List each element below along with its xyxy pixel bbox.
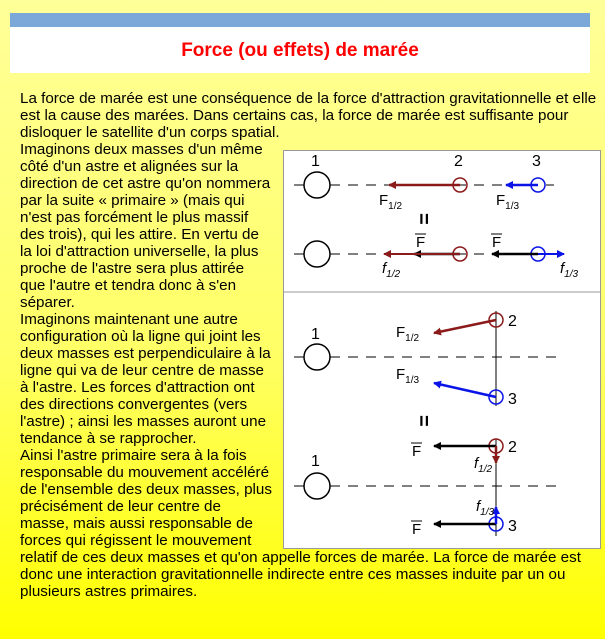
- label-mass-3-decomposed: 3: [508, 518, 517, 535]
- label-mass-2-bottom: 2: [508, 313, 517, 330]
- perpendicular-masses-paragraph: Imaginons maintenant une autre configuration où la ligne qui joint les deux masses est perpendiculaire à la ligne qui va de leur centre de masse à l'astre. Les forces d'attraction ont des directions convergentes (vers l'astre) ; ainsi les masses auront une tendance à se rapprocher.: [20, 311, 271, 447]
- label-f13: $f_{1/3}$: [560, 260, 579, 280]
- force-arrow-F13-convergent: [434, 383, 496, 397]
- label-mass-3-bottom: 3: [508, 391, 517, 408]
- label-mass-2: 2: [454, 153, 463, 170]
- top-accent-bar: [10, 13, 590, 27]
- conclusion-paragraph: Ainsi l'astre primaire sera à la fois responsable du mouvement accéléré de l'ensemble des deux masses, plus précisément de leur centre de masse, mais aussi responsable de forces qui régissent le mouvement relatif de ces deux masses et qu'on appelle forces de marée. La force de marée est donc une interaction gravitationnelle indirecte entre ces masses induite par un ou plusieurs astres primaires.: [20, 447, 581, 600]
- label-F-mean-5: F: [412, 521, 422, 538]
- label-body-1-bottom: 1: [311, 326, 320, 343]
- aligned-masses-paragraph: Imaginons deux masses d'un même côté d'un astre et alignées sur la direction de cet astre qu'on nommera par la suite « primaire » (mais qui n'est pas forcément le plus massif des trois), qui les attire. En vertu de la loi d'attraction universelle, la plus proche de l'astre sera plus attirée que l'autre et tendra donc à s'en séparer.: [20, 141, 271, 311]
- primary-body-circle-3: [304, 344, 330, 370]
- label-F-mean-3: F: [492, 234, 502, 251]
- label-F12: $F_{1/2}$: [379, 192, 403, 212]
- equals-sign-top: =: [412, 213, 434, 225]
- perpendicular-case-panel: [294, 311, 559, 538]
- primary-body-circle-4: [304, 473, 330, 499]
- label-F13-bottom: $F_{1/3}$: [396, 366, 420, 386]
- label-f12: $f_{1/2}$: [382, 260, 401, 280]
- primary-body-circle-2: [304, 241, 330, 267]
- tidal-diagram-svg: [284, 151, 600, 548]
- label-body-1-decomposed: 1: [311, 453, 320, 470]
- title-banner: [10, 27, 590, 73]
- label-body-1: 1: [311, 153, 320, 170]
- aligned-case-panel: [294, 153, 579, 280]
- label-F-mean-4: F: [412, 443, 422, 460]
- page-title: Force (ou effets) de marée: [181, 40, 419, 61]
- label-F-mean-2: F: [416, 234, 426, 251]
- label-f13-bottom: $f_{1/3}$: [476, 498, 495, 518]
- primary-body-circle: [304, 172, 330, 198]
- tidal-force-diagram: [283, 150, 601, 549]
- equals-sign-bottom: =: [412, 415, 434, 427]
- label-F13: $F_{1/3}$: [496, 192, 520, 212]
- label-F12-bottom: $F_{1/2}$: [396, 324, 420, 344]
- intro-paragraph: La force de marée est une conséquence de la force d'attraction gravitationnelle et elle est la cause des marées. Dans certains cas, la force de marée est suffisante pour disloquer le satellite d'un corps spatial.: [20, 90, 597, 141]
- label-mass-2-decomposed: 2: [508, 439, 517, 456]
- label-f12-bottom: $f_{1/2}$: [474, 455, 493, 475]
- label-mass-3: 3: [532, 153, 541, 170]
- force-arrow-F12-convergent: [434, 320, 496, 333]
